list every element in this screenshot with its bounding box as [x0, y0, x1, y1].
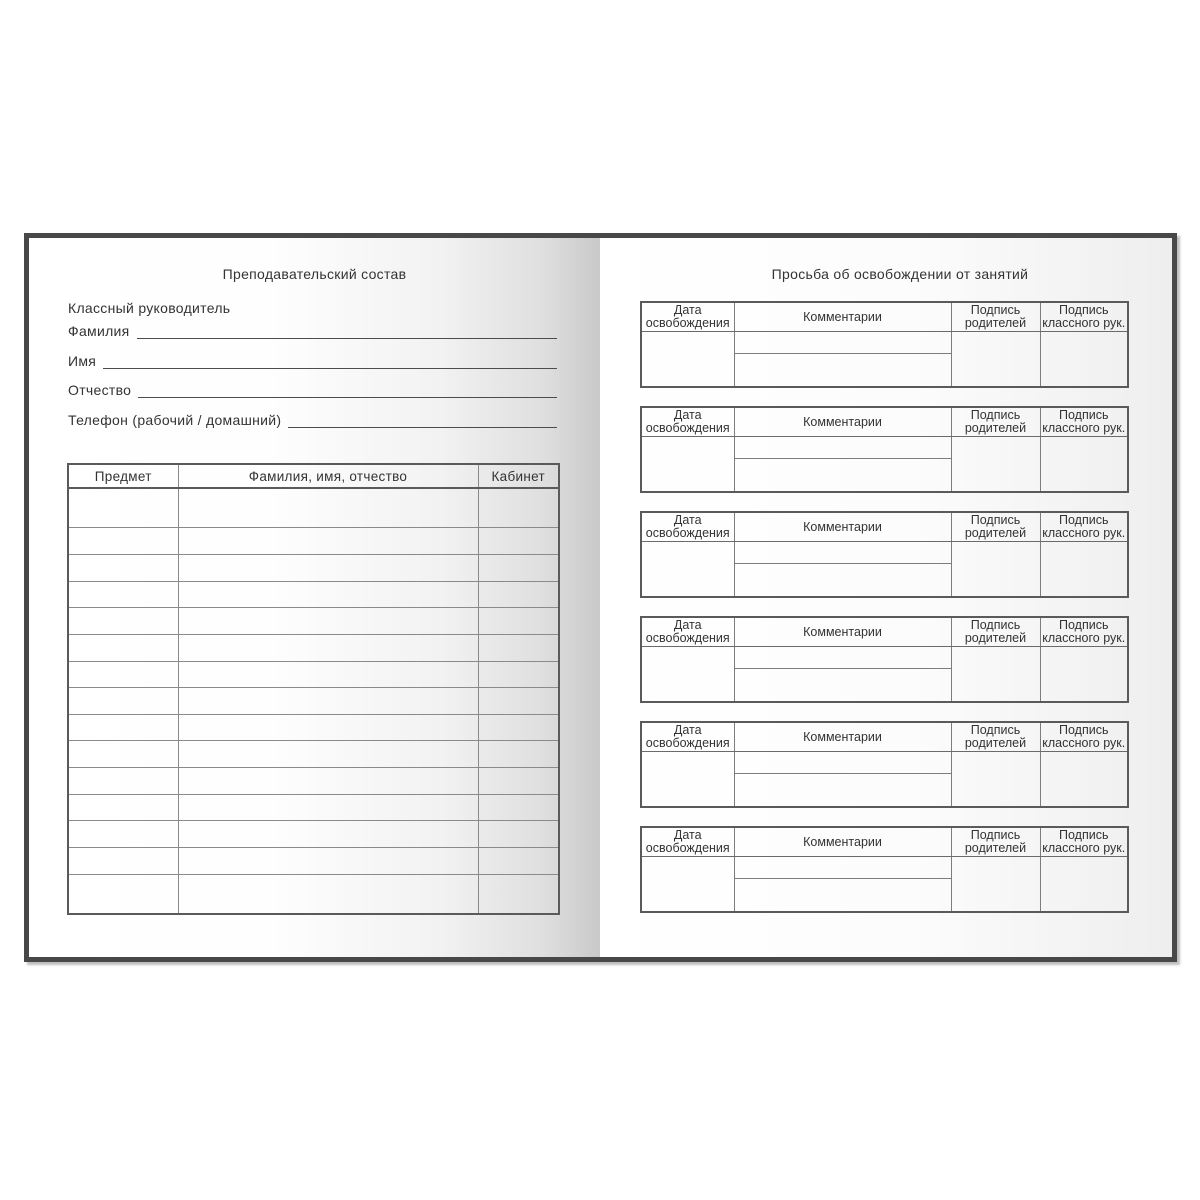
teachers-table-row [68, 874, 559, 914]
empty-cell [68, 661, 178, 688]
release-request-table [640, 406, 1129, 493]
teachers-table-row [68, 528, 559, 555]
col-class-teacher-signature: Подпись классного рук. [1040, 617, 1128, 647]
col-class-teacher-signature: Подпись классного рук. [1040, 302, 1128, 332]
parents-signature-cell [951, 752, 1040, 808]
comments-line-1-cell [734, 647, 951, 669]
empty-cell [478, 488, 559, 528]
release-body-row [641, 647, 1128, 669]
empty-cell [178, 794, 478, 821]
release-request-table [640, 826, 1129, 913]
class-teacher-signature-cell [1040, 752, 1128, 808]
empty-cell [478, 768, 559, 795]
empty-cell [478, 688, 559, 715]
empty-cell [68, 555, 178, 582]
release-date-cell [641, 437, 734, 493]
page-teaching-staff [29, 238, 600, 957]
empty-cell [178, 821, 478, 848]
teachers-table-body [68, 488, 559, 914]
release-body-row [641, 857, 1128, 879]
teachers-table-row [68, 821, 559, 848]
release-date-cell [641, 857, 734, 913]
empty-cell [178, 581, 478, 608]
teachers-table-row [68, 555, 559, 582]
release-body-row [641, 542, 1128, 564]
empty-cell [478, 741, 559, 768]
col-comments: Комментарии [734, 722, 951, 752]
release-header-row [641, 512, 1128, 542]
parents-signature-cell [951, 542, 1040, 598]
open-diary-spread [24, 233, 1177, 962]
teachers-table [67, 463, 560, 915]
col-comments: Комментарии [734, 512, 951, 542]
col-comments: Комментарии [734, 302, 951, 332]
empty-cell [478, 608, 559, 635]
empty-cell [478, 794, 559, 821]
empty-cell [478, 714, 559, 741]
comments-line-2-cell [734, 459, 951, 492]
empty-cell [178, 714, 478, 741]
release-header-row [641, 827, 1128, 857]
col-release-date: Дата освобождения [641, 827, 734, 857]
comments-line-1-cell [734, 332, 951, 354]
empty-cell [178, 528, 478, 555]
empty-cell [68, 768, 178, 795]
release-header-row [641, 407, 1128, 437]
empty-cell [178, 488, 478, 528]
teachers-table-row [68, 794, 559, 821]
teachers-table-row [68, 608, 559, 635]
empty-cell [68, 847, 178, 874]
teachers-table-row [68, 581, 559, 608]
col-subject: Предмет [68, 464, 178, 488]
teachers-table-row [68, 741, 559, 768]
parents-signature-cell [951, 332, 1040, 388]
col-parents-signature: Подпись родителей [951, 407, 1040, 437]
teachers-table-row [68, 634, 559, 661]
release-date-cell [641, 752, 734, 808]
empty-cell [178, 741, 478, 768]
col-class-teacher-signature: Подпись классного рук. [1040, 827, 1128, 857]
col-release-date: Дата освобождения [641, 407, 734, 437]
teachers-table-row [68, 847, 559, 874]
teachers-table-row [68, 688, 559, 715]
firstname-write-line [103, 353, 557, 369]
class-teacher-signature-cell [1040, 332, 1128, 388]
class-teacher-signature-cell [1040, 857, 1128, 913]
col-comments: Комментарии [734, 407, 951, 437]
empty-cell [178, 661, 478, 688]
col-release-date: Дата освобождения [641, 302, 734, 332]
empty-cell [68, 741, 178, 768]
empty-cell [68, 794, 178, 821]
class-teacher-signature-cell [1040, 542, 1128, 598]
empty-cell [68, 608, 178, 635]
parents-signature-cell [951, 437, 1040, 493]
patronymic-write-line [138, 382, 557, 398]
release-header-row [641, 617, 1128, 647]
empty-cell [178, 555, 478, 582]
comments-line-2-cell [734, 564, 951, 597]
empty-cell [68, 634, 178, 661]
teachers-table-row [68, 768, 559, 795]
empty-cell [478, 661, 559, 688]
release-body-row [641, 752, 1128, 774]
col-parents-signature: Подпись родителей [951, 617, 1040, 647]
col-room: Кабинет [478, 464, 559, 488]
empty-cell [68, 714, 178, 741]
comments-line-1-cell [734, 437, 951, 459]
col-comments: Комментарии [734, 827, 951, 857]
empty-cell [478, 528, 559, 555]
teachers-table-row [68, 714, 559, 741]
empty-cell [68, 528, 178, 555]
comments-line-2-cell [734, 354, 951, 387]
comments-line-1-cell [734, 542, 951, 564]
release-request-table [640, 301, 1129, 388]
col-class-teacher-signature: Подпись классного рук. [1040, 512, 1128, 542]
empty-cell [478, 634, 559, 661]
empty-cell [178, 874, 478, 914]
release-request-table [640, 721, 1129, 808]
empty-cell [478, 555, 559, 582]
comments-line-2-cell [734, 879, 951, 912]
field-row-phone [68, 411, 557, 428]
teaching-staff-title: Преподавательский состав [222, 266, 407, 282]
surname-write-line [137, 323, 557, 339]
col-full-name: Фамилия, имя, отчество [178, 464, 478, 488]
patronymic-label: Отчество [68, 382, 132, 398]
comments-line-2-cell [734, 774, 951, 807]
empty-cell [178, 688, 478, 715]
class-teacher-label: Классный руководитель [68, 300, 231, 316]
col-class-teacher-signature: Подпись классного рук. [1040, 722, 1128, 752]
parents-signature-cell [951, 857, 1040, 913]
release-request-table [640, 511, 1129, 598]
empty-cell [478, 821, 559, 848]
phone-label: Телефон (рабочий / домашний) [68, 412, 282, 428]
teachers-table-row [68, 661, 559, 688]
empty-cell [178, 847, 478, 874]
col-release-date: Дата освобождения [641, 512, 734, 542]
col-parents-signature: Подпись родителей [951, 512, 1040, 542]
col-class-teacher-signature: Подпись классного рук. [1040, 407, 1128, 437]
comments-line-1-cell [734, 752, 951, 774]
release-header-row [641, 302, 1128, 332]
release-header-row [641, 722, 1128, 752]
empty-cell [178, 634, 478, 661]
release-body-row [641, 332, 1128, 354]
comments-line-1-cell [734, 857, 951, 879]
comments-line-2-cell [734, 669, 951, 702]
release-blocks [640, 301, 1128, 913]
field-row-patronymic [68, 381, 557, 398]
empty-cell [178, 608, 478, 635]
col-comments: Комментарии [734, 617, 951, 647]
empty-cell [478, 581, 559, 608]
firstname-label: Имя [68, 353, 97, 369]
parents-signature-cell [951, 647, 1040, 703]
empty-cell [478, 847, 559, 874]
col-parents-signature: Подпись родителей [951, 827, 1040, 857]
teachers-table-header-row [68, 464, 559, 488]
release-date-cell [641, 542, 734, 598]
surname-label: Фамилия [68, 323, 130, 339]
class-teacher-signature-cell [1040, 647, 1128, 703]
col-parents-signature: Подпись родителей [951, 302, 1040, 332]
teachers-table-row [68, 488, 559, 528]
field-row-surname [68, 322, 557, 339]
release-body-row [641, 437, 1128, 459]
col-parents-signature: Подпись родителей [951, 722, 1040, 752]
empty-cell [68, 688, 178, 715]
empty-cell [178, 768, 478, 795]
field-row-firstname [68, 352, 557, 369]
page-release-requests [600, 238, 1172, 957]
empty-cell [68, 874, 178, 914]
class-teacher-signature-cell [1040, 437, 1128, 493]
empty-cell [478, 874, 559, 914]
release-date-cell [641, 332, 734, 388]
release-request-table [640, 616, 1129, 703]
release-requests-title: Просьба об освобождении от занятий [771, 266, 1029, 282]
release-date-cell [641, 647, 734, 703]
col-release-date: Дата освобождения [641, 617, 734, 647]
phone-write-line [288, 412, 557, 428]
empty-cell [68, 581, 178, 608]
col-release-date: Дата освобождения [641, 722, 734, 752]
empty-cell [68, 488, 178, 528]
empty-cell [68, 821, 178, 848]
